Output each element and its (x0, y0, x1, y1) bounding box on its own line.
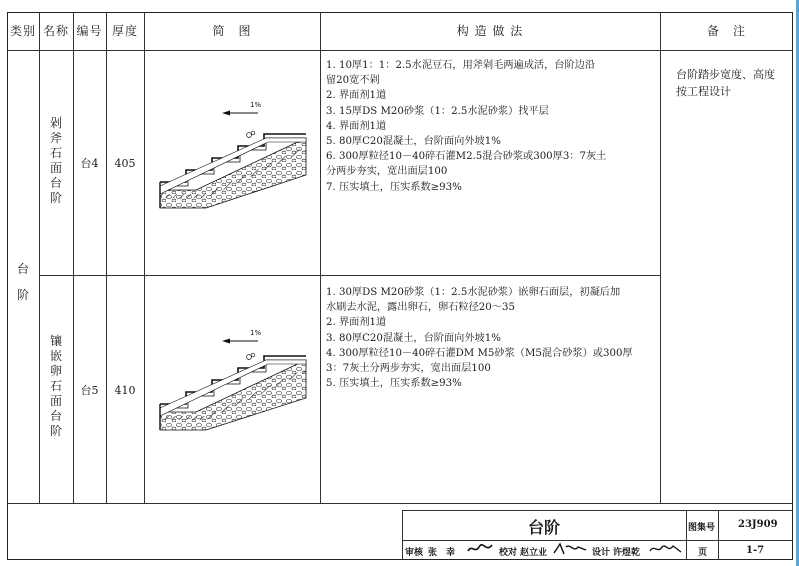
construction-step: 4. 界面剂1道 (326, 120, 387, 132)
atlas-number: 23J909 (738, 519, 778, 530)
row2-code: 台5 (80, 384, 99, 397)
row2-name: 镶 嵌 卵 石 面 台 阶 (49, 334, 62, 438)
col-line-4 (144, 12, 145, 503)
row1-construction (326, 58, 606, 195)
col-line-6 (660, 12, 661, 503)
col-line-2 (73, 12, 74, 503)
row1-code: 台4 (80, 157, 99, 170)
titleblock-top (402, 510, 793, 511)
construction-step: 留20宽不剁 (326, 75, 380, 87)
reviewer-signature (466, 542, 496, 556)
review-label: 审核 (405, 548, 424, 558)
header-construction: 构 造 做 法 (456, 24, 524, 38)
header-category: 类别 (9, 24, 36, 38)
header-code: 编号 (76, 24, 103, 38)
construction-step: 6. 300厚粒径10－40碎石灌M2.5混合砂浆或300厚3：7灰土 (326, 151, 607, 163)
row1-slope-label: 1% (250, 101, 262, 109)
header-remarks: 备 注 (706, 24, 746, 38)
construction-step: 水刷去水泥，露出卵石，卵石粒径20～35 (326, 302, 515, 314)
construction-step: 2. 界面剂1道 (326, 317, 387, 329)
designer-name: 许煜乾 (613, 548, 641, 558)
row1-thickness: 405 (114, 157, 136, 170)
titleblock-col-a (686, 510, 687, 560)
check-label: 校对 (499, 548, 518, 558)
row2-thickness: 410 (114, 384, 136, 397)
titleblock-col-b (718, 510, 719, 560)
col-line-3 (106, 12, 107, 503)
col-line-1 (39, 12, 40, 503)
drawing-title: 台阶 (527, 518, 560, 537)
construction-step: 3：7灰土分两步夯实，宽出面层100 (326, 363, 491, 375)
page-label: 页 (698, 548, 708, 558)
construction-step: 3. 80厚C20混凝土，台阶面向外坡1% (326, 332, 501, 344)
row2-construction (326, 285, 633, 391)
construction-step: 3. 15厚DS M20砂浆（1：2.5水泥砂浆）找平层 (326, 105, 549, 117)
checker-signature (552, 541, 588, 557)
atlas-label: 图集号 (688, 523, 716, 533)
construction-step: 5. 压实填土，压实系数≥93% (326, 378, 462, 390)
row2-slope-label: 1% (250, 329, 262, 337)
construction-step: 1. 30厚DS M20砂浆（1：2.5水泥砂浆）嵌卵石面层，初凝后加 (326, 287, 621, 298)
row1-name: 剁 斧 石 面 台 阶 (49, 116, 62, 205)
header-name: 名称 (42, 24, 69, 38)
checker-name: 赵立业 (520, 548, 548, 558)
construction-step: 4. 300厚粒径10－40碎石灌DM M5砂浆（M5混合砂浆）或300厚 (326, 347, 633, 359)
construction-step: 2. 界面剂1道 (326, 90, 387, 102)
col-line-5 (320, 12, 321, 503)
header-thickness: 厚度 (111, 24, 138, 38)
remarks-text: 台阶踏步宽度、高度按工程设计 (676, 68, 775, 98)
construction-step: 5. 80厚C20混凝土，台阶面向外坡1% (326, 136, 501, 148)
row2-step-sketch (146, 318, 318, 438)
row-divider (39, 275, 660, 276)
page-number: 1-7 (746, 545, 765, 556)
table-bottom-line (7, 503, 793, 504)
row1-step-sketch (146, 90, 318, 210)
category-cell: 台 阶 (16, 262, 29, 302)
header-sketch: 简 图 (212, 24, 252, 38)
construction-step: 分两步夯实，宽出面层100 (326, 166, 448, 178)
design-label: 设计 (592, 548, 611, 558)
construction-step: 1. 10厚1：1：2.5水泥豆石，用斧剁毛两遍成活，台阶边沿 (326, 60, 596, 71)
construction-step: 7. 压实填土，压实系数≥93% (326, 181, 462, 193)
reviewer-name: 张 幸 (428, 548, 456, 558)
titleblock-line (402, 540, 793, 541)
header-divider (7, 50, 793, 51)
designer-signature (648, 541, 684, 557)
